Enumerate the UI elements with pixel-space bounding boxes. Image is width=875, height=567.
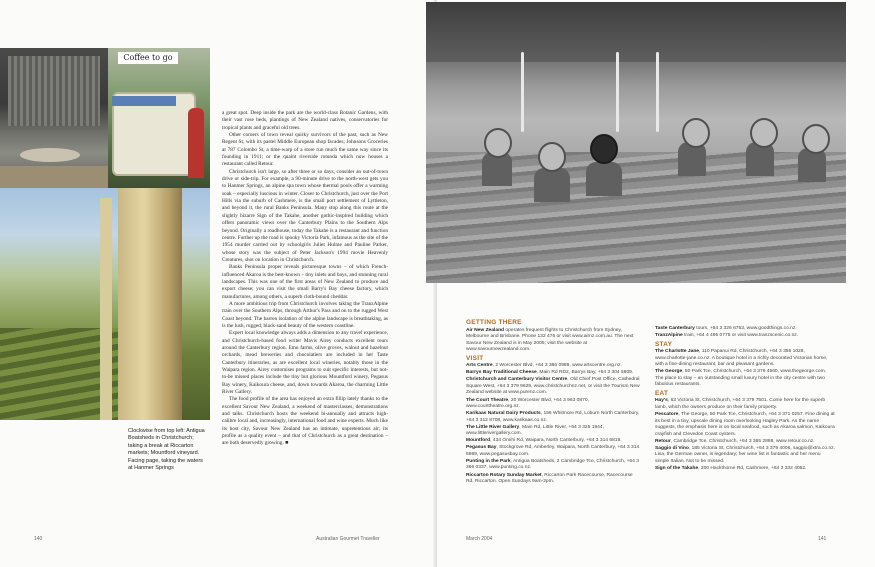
listing-entry — [655, 369, 835, 389]
listing-entry — [466, 377, 641, 397]
bather-head — [682, 118, 710, 148]
listing-details: , 185 Victoria St, Christchurch, +64 3 379 4006, saggio@xtra.co.nz. Lisa, the German owner, is legendary; her wine list is fantastic and her menu simple Italian. Not to be missed. — [655, 445, 835, 464]
listing-entry — [655, 466, 835, 473]
listing-entry — [466, 445, 641, 458]
listing-entry — [655, 349, 835, 369]
listing-entry — [466, 328, 641, 354]
listing-details: , 20 Worcester Blvd, +64 3 963 0870, www.courttheatre.org.nz. — [466, 397, 589, 410]
tree-trunk-thin — [100, 198, 112, 420]
listing-name: Air New Zealand — [466, 327, 505, 333]
left-page — [0, 0, 437, 567]
listing-details: , 2 Worcester Blvd, +64 3 366 0989, www.artscentre.org.nz. — [492, 363, 622, 369]
listing-details: , Antigua Boatsheds, 2 Cambridge Tce, Christchurch, +64 3 366 0337, www.punting.co.nz. — [466, 458, 639, 471]
section-heading: STAY — [655, 340, 673, 348]
listing-entry — [655, 333, 835, 340]
listing-entry — [466, 363, 641, 370]
listing-details: , The George, 50 Park Tce, Christchurch, +64 3 371 0257. Fine dining at its best in a tiny, upscale dining room overlooking Hagley Park. As the name suggests, the emphasis here is on local seafood, such as Akaroa salmon, Kaikoura crayfish and Clevedon Coast oysters. — [655, 412, 835, 437]
listing-name: Pegasus Bay — [466, 445, 497, 451]
listing-entry — [466, 398, 641, 411]
listing-entry — [466, 473, 641, 486]
listing-name: Hay's — [655, 398, 668, 404]
listing-details: , 434 Omihi Rd, Waipara, North Canterbury, +64 3 314 6819. — [490, 438, 622, 444]
listing-entry — [466, 411, 641, 424]
article-paragraph: Expert local knowledge always adds a dimension to any travel experience, and Christchurch-based food writer Mavis Airey conducts excellent tours around the Canterbury region. Emu farms, olive groves, walnut and hazelnut orchards, mead breweries and chocolatiers are included in her Taste Canterbury itineraries, as are excellent local wineries, notably those in the Waipara region. Airey customises programs to suit specific interests, but not-to-be missed places include the tiny but glorious Mountford winery, Pegasus Bay winery, Kaikoura cheese, and, down towards Akaroa, the charming Little River Gallery. — [222, 330, 388, 396]
article-paragraph: A more ambitious trip from Christchurch involves taking the TranzAlpine train over the Southern Alps, through Arthur's Pass and on to the rugged West Coast beyond. The barren isolation of the alpine landscape is breathtaking, as is the lush, rugged, black-sand beauty of the western coastline. — [222, 300, 388, 329]
article-paragraph: Other corners of town reveal quirky survivors of the past, such as New Regent St, with its pastel Middle European shop facades; Johnsons Groceries at 787 Colombo St, a time-warp of a store run much the same way since its founding in 1911; or the quaint riverside rotunda which now houses a restaurant called Retour. — [222, 132, 388, 168]
bather-head — [750, 118, 778, 148]
article-paragraph: a great spot. Deep inside the park are the world-class Botanic Gardens, with their vast rose beds, plantings of New Zealand natives, conservatories for tropical plants and graceful old trees. — [222, 110, 388, 131]
listing-name: Arts Centre — [466, 363, 493, 369]
listing-details: operates frequent flights to Christchurch from Sydney, Melbourne and Brisbane. Phone 132 476 or visit www.airnz.com.au. The next Savour New Zealand is in May 2005; visit the website at www.savournewzealand.com. — [466, 327, 634, 353]
listing-name: The Little River Gallery — [466, 424, 520, 430]
folio-page-number-left: 140 — [34, 536, 43, 542]
travel-info-column-1 — [466, 318, 641, 486]
listing-name: Sign of the Takahe — [655, 465, 699, 471]
boatsheds-photo — [0, 48, 108, 188]
jetty-deck — [0, 166, 108, 188]
listing-name: Karikaas Natural Dairy Products — [466, 411, 541, 417]
listing-entry — [655, 439, 835, 446]
listing-details: , 63 Victoria St, Christchurch, +64 3 379 7501. Come here for the superb lamb, which the owners produce on their family property. — [655, 398, 826, 411]
folio-magazine-name: Australian Gourmet Traveller — [316, 536, 380, 542]
listing-details: , Riccarton Park Racecourse, Racecourse Rd, Riccarton. Open Sundays 9am-2pm. — [466, 472, 633, 485]
tree-trunk — [118, 188, 182, 420]
listing-entry — [655, 398, 835, 411]
listing-details: , Stockgrove Rd, Amberley, Waipara, North Canterbury, +64 3 314 6869, www.pegasusbay.com. — [466, 445, 640, 457]
article-paragraph: Christchurch isn't large, so after three or so days, consider an out-of-town drive or side-trip. For example, a 90-minute drive to the north-west gets you to Hanmer Springs, an alpine spa town whose thermal pools offer a warming soak – especially luscious in winter. Closer to Christchurch, just over the Port Hills via the suburb of Cashmere, is the small port settlement of Lyttleton, and beyond it, the rural Banks Peninsula. Many stop along this route at the slightly bizarre Sign of the Takahe, another gothic-inspired building which offers panoramic views over the Canterbury Plains to the Southern Alps beyond. Originally a roadhouse, today the Takahe is a restaurant and function centre. Further up the road is spooky Victoria Park, infamous as the site of the 1954 murder carried out by schoolgirls Juliet Hulme and Pauline Parker, whose story was the subject of Peter Jackson's 1994 movie Heavenly Creatures, shot on location in Christchurch. — [222, 168, 388, 263]
listing-name: Taste Canterbury — [655, 326, 695, 331]
listing-name: Christchurch and Canterbury Visitor Centre — [466, 377, 568, 383]
listing-name: Saggio di Vino — [655, 445, 689, 451]
listing-details: train, +64 4 495 0775 or visit www.tranzscenic.co.nz. — [682, 333, 799, 339]
listing-name: Riccarton Rotary Sunday Market — [466, 472, 542, 478]
listing-details: , Cambridge Tce, Christchurch, +64 3 365 2888, www.retour.co.nz. — [670, 438, 815, 444]
rowboats — [20, 148, 80, 162]
section-heading: EAT — [655, 389, 669, 397]
listing-name: TranzAlpine — [655, 333, 683, 339]
bather-body — [586, 162, 622, 196]
bather-head — [538, 142, 566, 172]
listing-entry — [466, 370, 641, 377]
van-stripe — [112, 96, 176, 106]
listing-name: Barrys Bay Traditional Cheese — [466, 370, 537, 376]
listing-name: The George — [655, 369, 683, 375]
listing-entry — [655, 326, 835, 333]
pool-ladder-rail — [656, 52, 659, 132]
listing-entry — [466, 459, 641, 472]
article-paragraph: Banks Peninsula proper reveals picturesque towns – of which French-influenced Akaroa is the best-known – tiny inlets and bays, and stunning rural landscapes. This was one of the first areas of New Zealand to produce and export cheese; you can visit the small Barry's Bay cheese factory, which manufactures, among others, a superb cloth-bound cheddar. — [222, 264, 388, 300]
listing-details: , 156 Whitmore Rd, Loburn North Canterbury, +64 3 312 8708, www.karikaas.co.nz. — [466, 411, 640, 423]
listing-details: , Main Rd RD2, Barrys Bay, +64 3 304 5809. — [536, 370, 634, 376]
listing-name: Pescatore — [655, 412, 679, 418]
listing-entry — [466, 425, 641, 438]
boatshed-building — [8, 56, 100, 126]
photo-caption: Clockwise from top left: Antigua Boatsheds in Christchurch; taking a break at Riccarton markets; Mountford vineyard. Facing page, taking the waters at Hanmer Springs — [128, 428, 205, 472]
listing-details: , 110 Papanui Rd, Christchurch, +64 3 355 1028, www.charlotte-jane.co.nz. A boutique hotel in a richly decorated Victorian home, with a fine-dining restaurant, bar and pleasant gardens. — [655, 349, 828, 368]
pool-ladder-rail — [521, 52, 524, 132]
folio-page-number-right: 141 — [818, 536, 827, 542]
listing-name: The Charlotte Jane — [655, 349, 700, 355]
bather-body — [534, 168, 570, 202]
listing-details: , Main Rd, Little River, +64 3 325 1944, www.littlerivergallery.com. — [466, 424, 604, 437]
listing-name: Mountford — [466, 438, 491, 444]
listing-entry — [655, 412, 835, 438]
folio-date: March 2004 — [466, 536, 493, 542]
listing-name: Retour — [655, 438, 671, 444]
hot-pools-photo — [426, 2, 846, 283]
coffee-cart-photo — [108, 48, 210, 188]
listing-entry — [655, 446, 835, 466]
travel-info-column-2 — [655, 326, 835, 473]
listing-name: Punting in the Park — [466, 458, 511, 464]
pool-ladder-rail — [616, 52, 619, 132]
listing-name: The Court Theatre — [466, 397, 509, 403]
vendor-figure — [188, 108, 204, 178]
article-paragraph: The food profile of the area has enjoyed an extra fillip lately thanks to the excellent Savour New Zealand, a weekend of masterclasses, demonstrations and talks. Christchurch hosts the weekend bi-annually and attracts high-calibre local and, increasingly, international food and wine experts. Much like its host city, Savour New Zealand has an intimate, unpretentious air; its profile as a quality event – and that of Christchurch as a great destination – are both deservedly growing. ■ — [222, 396, 388, 447]
listing-details: tours, +64 3 326 6753, www.goodthings.co.nz. — [694, 326, 797, 331]
section-heading: VISIT — [466, 354, 484, 362]
listing-details: , Old Chief Post Office, Cathedral Square West, +64 3 379 9629, www.christchurchnz.net, or visit the Tourism New Zealand website at www.purenz.com. — [466, 377, 640, 396]
bather-head — [802, 124, 830, 154]
bather-head — [484, 128, 512, 158]
listing-entry — [466, 438, 641, 445]
vineyard-photo — [0, 188, 210, 420]
background-trees — [426, 2, 846, 62]
bather-head — [590, 134, 618, 164]
listing-details: , 50 Park Tce, Christchurch, +64 3 379 4560, www.thegeorge.com. The place to stay – an outstanding small luxury hotel in the city centre with two fabulous restaurants. — [655, 369, 827, 388]
listing-details: , 200 Hackthorne Rd, Cashmere, +64 3 332 4052. — [698, 465, 807, 471]
coffee-sign: Coffee to go — [118, 52, 178, 64]
article-body — [222, 110, 388, 448]
section-heading: GETTING THERE — [466, 319, 522, 326]
